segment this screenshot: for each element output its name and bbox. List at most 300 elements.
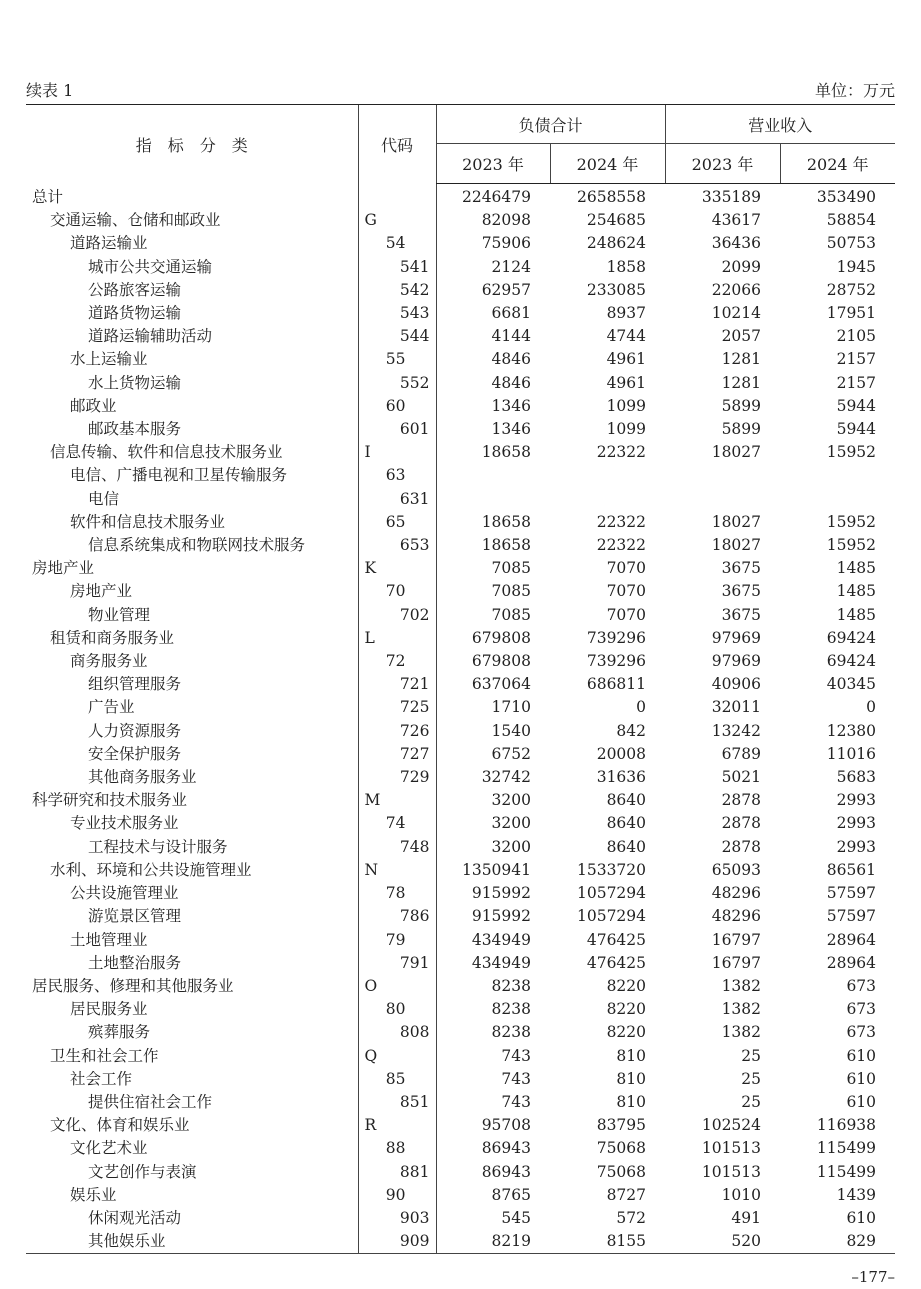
table-row — [26, 534, 895, 557]
row-label: 社会工作 — [70, 1069, 133, 1088]
revenue-2024: 0 — [866, 698, 877, 717]
revenue-2024: 2157 — [836, 373, 877, 392]
revenue-2024: 1945 — [836, 257, 877, 276]
liabilities-2023: 6752 — [491, 744, 531, 763]
row-label: 道路货物运输 — [88, 304, 182, 323]
row-code: I — [358, 441, 436, 464]
liabilities-2024: 4961 — [606, 350, 647, 369]
revenue-2024: 15952 — [826, 536, 877, 555]
revenue-2023: 40906 — [711, 675, 762, 694]
row-code: 909 — [358, 1230, 436, 1254]
revenue-2023: 102524 — [701, 1116, 762, 1135]
revenue-2023: 48296 — [711, 884, 762, 903]
row-code: R — [358, 1114, 436, 1137]
revenue-2024: 15952 — [826, 443, 877, 462]
table-row — [26, 743, 895, 766]
row-label: 道路运输业 — [70, 234, 148, 253]
page-number: –177– — [851, 1268, 895, 1286]
liabilities-2023: 3200 — [491, 791, 531, 810]
row-label: 电信、广播电视和卫星传输服务 — [70, 466, 288, 485]
table-row — [26, 1114, 895, 1137]
liabilities-2023: 7085 — [491, 605, 531, 624]
liabilities-2024: 7070 — [606, 605, 647, 624]
revenue-2024: 5944 — [836, 396, 877, 415]
revenue-2023: 1382 — [721, 1000, 762, 1019]
revenue-2023: 2057 — [721, 327, 762, 346]
row-code: 78 — [358, 882, 436, 905]
row-label: 总计 — [32, 187, 64, 206]
table-row — [26, 720, 895, 743]
revenue-2024: 829 — [780, 1230, 895, 1254]
table-row — [26, 789, 895, 812]
revenue-2023: 3675 — [721, 582, 762, 601]
row-code: 79 — [358, 929, 436, 952]
liabilities-2023: 2124 — [491, 257, 531, 276]
revenue-2023 — [665, 464, 780, 487]
revenue-2024: 610 — [846, 1069, 877, 1088]
table-row — [26, 395, 895, 418]
row-label: 房地产业 — [32, 559, 95, 578]
header-code: 代码 — [358, 105, 436, 184]
row-label: 广告业 — [88, 698, 135, 717]
revenue-2024: 673 — [846, 976, 877, 995]
revenue-2023: 65093 — [711, 860, 762, 879]
revenue-2023: 16797 — [711, 953, 762, 972]
liabilities-2023: 2246479 — [461, 188, 531, 206]
row-code: 726 — [358, 720, 436, 743]
liabilities-2023: 434949 — [471, 930, 531, 949]
table-row — [26, 1230, 895, 1254]
row-code: 541 — [358, 256, 436, 279]
revenue-2023: 18027 — [711, 536, 762, 555]
revenue-2023: 97969 — [711, 628, 762, 647]
liabilities-2023: 679808 — [471, 652, 531, 671]
liabilities-2024: 1099 — [606, 396, 647, 415]
liabilities-2023: 3200 — [491, 814, 531, 833]
liabilities-2023: 6681 — [491, 304, 531, 323]
liabilities-2023: 743 — [501, 1046, 531, 1065]
liabilities-2024: 8220 — [606, 1000, 647, 1019]
table-row — [26, 812, 895, 835]
row-label: 信息系统集成和物联网技术服务 — [88, 536, 306, 555]
table-row — [26, 975, 895, 998]
revenue-2024: 40345 — [826, 675, 877, 694]
revenue-2024 — [780, 464, 895, 487]
row-code: 543 — [358, 302, 436, 325]
row-code: 653 — [358, 534, 436, 557]
liabilities-2024: 810 — [616, 1069, 647, 1088]
revenue-2024: 50753 — [826, 234, 877, 253]
row-label: 休闲观光活动 — [88, 1208, 182, 1227]
table-row — [26, 511, 895, 534]
row-code: L — [358, 627, 436, 650]
revenue-2023: 5899 — [721, 420, 762, 439]
revenue-2023 — [665, 488, 780, 511]
table-continuation-caption: 续表 1 — [26, 81, 74, 100]
revenue-2024: 115499 — [816, 1139, 877, 1158]
row-code: 786 — [358, 905, 436, 928]
table-row — [26, 882, 895, 905]
liabilities-2023: 743 — [501, 1069, 531, 1088]
row-code: 54 — [358, 232, 436, 255]
liabilities-2024: 8727 — [606, 1185, 647, 1204]
table-row — [26, 1091, 895, 1114]
liabilities-2024: 75068 — [596, 1139, 647, 1158]
revenue-2023: 2099 — [721, 257, 762, 276]
liabilities-2023 — [436, 488, 550, 511]
liabilities-2023: 434949 — [471, 953, 531, 972]
row-label: 租赁和商务服务业 — [50, 628, 175, 647]
liabilities-2024: 7070 — [606, 582, 647, 601]
liabilities-2023: 915992 — [471, 884, 531, 903]
table-row — [26, 627, 895, 650]
liabilities-2023: 1346 — [491, 396, 531, 415]
row-code: 70 — [358, 580, 436, 603]
row-label: 道路运输辅助活动 — [88, 327, 213, 346]
row-code: 80 — [358, 998, 436, 1021]
row-label: 卫生和社会工作 — [50, 1046, 159, 1065]
revenue-2023: 16797 — [711, 930, 762, 949]
row-code: 721 — [358, 673, 436, 696]
revenue-2023: 18027 — [711, 512, 762, 531]
liabilities-2023: 743 — [501, 1092, 531, 1111]
table-row — [26, 766, 895, 789]
liabilities-2024: 8640 — [606, 814, 647, 833]
revenue-2024: 673 — [846, 1000, 877, 1019]
liabilities-2023: 75906 — [481, 234, 531, 253]
header-liabilities-2023: 2023 年 — [436, 144, 550, 184]
table-row — [26, 418, 895, 441]
liabilities-2024: 233085 — [586, 280, 647, 299]
liabilities-2023: 1540 — [491, 721, 531, 740]
table-row — [26, 673, 895, 696]
revenue-2023: 1281 — [721, 373, 762, 392]
liabilities-2024: 739296 — [586, 652, 647, 671]
liabilities-2024: 83795 — [596, 1116, 647, 1135]
row-code: N — [358, 859, 436, 882]
liabilities-2024: 2658558 — [576, 188, 647, 206]
liabilities-2024 — [550, 488, 665, 511]
revenue-2024: 1485 — [836, 605, 877, 624]
liabilities-2024: 476425 — [586, 953, 647, 972]
revenue-2024: 28964 — [826, 953, 877, 972]
revenue-2023: 2878 — [721, 837, 762, 856]
revenue-2024: 57597 — [826, 907, 877, 926]
revenue-2024: 1485 — [836, 582, 877, 601]
row-code: 729 — [358, 766, 436, 789]
row-label: 公路旅客运输 — [88, 280, 182, 299]
table-row — [26, 557, 895, 580]
row-label: 邮政业 — [70, 396, 117, 415]
revenue-2024: 115499 — [816, 1162, 877, 1181]
row-label: 电信 — [88, 489, 120, 508]
liabilities-2023: 86943 — [481, 1162, 531, 1181]
row-label: 提供住宿社会工作 — [88, 1092, 213, 1111]
revenue-2023: 1382 — [721, 1023, 762, 1042]
table-row — [26, 1184, 895, 1207]
revenue-2024: 86561 — [826, 860, 877, 879]
liabilities-2023: 4846 — [491, 373, 531, 392]
row-label: 水利、环境和公共设施管理业 — [50, 860, 252, 879]
table-row — [26, 488, 895, 511]
liabilities-2024: 8220 — [606, 1023, 647, 1042]
row-code: 65 — [358, 511, 436, 534]
liabilities-2024: 22322 — [596, 536, 647, 555]
revenue-2023: 48296 — [711, 907, 762, 926]
table-row — [26, 348, 895, 371]
row-code: 60 — [358, 395, 436, 418]
row-code: 544 — [358, 325, 436, 348]
liabilities-2024: 842 — [616, 721, 647, 740]
revenue-2023: 25 — [741, 1046, 762, 1065]
row-code: 881 — [358, 1161, 436, 1184]
revenue-2023: 36436 — [711, 234, 762, 253]
liabilities-2024: 739296 — [586, 628, 647, 647]
row-code: 702 — [358, 604, 436, 627]
revenue-2024: 1485 — [836, 559, 877, 578]
liabilities-2023: 18658 — [481, 443, 531, 462]
revenue-2023: 101513 — [701, 1139, 762, 1158]
revenue-2024: 610 — [846, 1046, 877, 1065]
row-label: 安全保护服务 — [88, 744, 182, 763]
revenue-2024: 1439 — [836, 1185, 877, 1204]
revenue-2024: 610 — [846, 1092, 877, 1111]
revenue-2023: 32011 — [711, 698, 762, 717]
table-row — [26, 232, 895, 255]
table-row — [26, 580, 895, 603]
table-row — [26, 998, 895, 1021]
liabilities-2023 — [436, 464, 550, 487]
header-revenue-2024: 2024 年 — [780, 144, 895, 184]
table-row — [26, 256, 895, 279]
table-row — [26, 372, 895, 395]
liabilities-2024: 20008 — [596, 744, 647, 763]
revenue-2024: 353490 — [816, 188, 877, 206]
liabilities-2024: 572 — [616, 1208, 647, 1227]
row-code: 601 — [358, 418, 436, 441]
liabilities-2023: 915992 — [471, 907, 531, 926]
liabilities-2024: 1533720 — [576, 860, 647, 879]
liabilities-2023: 4846 — [491, 350, 531, 369]
table-row — [26, 859, 895, 882]
revenue-2023: 101513 — [701, 1162, 762, 1181]
revenue-2024: 28964 — [826, 930, 877, 949]
row-code: 791 — [358, 952, 436, 975]
liabilities-2023: 32742 — [481, 768, 531, 787]
revenue-2024: 2993 — [836, 814, 877, 833]
revenue-2024: 2993 — [836, 791, 877, 810]
row-label: 文化、体育和娱乐业 — [50, 1116, 190, 1135]
header-revenue-2023: 2023 年 — [665, 144, 780, 184]
revenue-2023: 2878 — [721, 814, 762, 833]
liabilities-2023: 8238 — [491, 1000, 531, 1019]
revenue-2024: 57597 — [826, 884, 877, 903]
row-label: 土地整治服务 — [88, 953, 182, 972]
revenue-2024: 69424 — [826, 628, 877, 647]
liabilities-2024: 1858 — [606, 257, 647, 276]
row-label: 其他娱乐业 — [26, 1230, 358, 1254]
row-code: 85 — [358, 1068, 436, 1091]
row-code: K — [358, 557, 436, 580]
table-row — [26, 1137, 895, 1160]
row-label: 人力资源服务 — [88, 721, 182, 740]
row-code: Q — [358, 1045, 436, 1068]
header-liabilities: 负债合计 — [436, 105, 665, 144]
row-code: O — [358, 975, 436, 998]
row-label: 组织管理服务 — [88, 675, 182, 694]
revenue-2023: 1010 — [721, 1185, 762, 1204]
table-body — [26, 184, 895, 1254]
revenue-2024 — [780, 488, 895, 511]
liabilities-2024: 810 — [616, 1046, 647, 1065]
row-label: 娱乐业 — [70, 1185, 117, 1204]
revenue-2024: 15952 — [826, 512, 877, 531]
revenue-2024: 5683 — [836, 768, 877, 787]
row-label: 居民服务、修理和其他服务业 — [32, 976, 234, 995]
liabilities-2024: 1099 — [606, 420, 647, 439]
liabilities-2024: 8937 — [606, 304, 647, 323]
row-code: 55 — [358, 348, 436, 371]
row-label: 城市公共交通运输 — [88, 257, 213, 276]
revenue-2024: 12380 — [826, 721, 877, 740]
liabilities-2023: 679808 — [471, 628, 531, 647]
header-indicator: 指 标 分 类 — [26, 105, 358, 184]
revenue-2024: 116938 — [816, 1116, 877, 1135]
table-row — [26, 696, 895, 719]
revenue-2023: 5021 — [721, 768, 762, 787]
liabilities-2024: 8640 — [606, 791, 647, 810]
row-label: 公共设施管理业 — [70, 884, 179, 903]
liabilities-2023: 18658 — [481, 512, 531, 531]
row-label: 居民服务业 — [70, 1000, 148, 1019]
revenue-2023: 3675 — [721, 559, 762, 578]
revenue-2023: 43617 — [711, 211, 762, 230]
table-row — [26, 209, 895, 232]
table-row — [26, 302, 895, 325]
revenue-2024: 2105 — [836, 327, 877, 346]
liabilities-2023: 3200 — [491, 837, 531, 856]
liabilities-2023: 82098 — [481, 211, 531, 230]
row-label: 物业管理 — [88, 605, 151, 624]
liabilities-2023: 7085 — [491, 559, 531, 578]
liabilities-2024: 476425 — [586, 930, 647, 949]
row-label: 土地管理业 — [70, 930, 148, 949]
revenue-2023: 22066 — [711, 280, 762, 299]
revenue-2024: 69424 — [826, 652, 877, 671]
revenue-2023: 491 — [731, 1208, 762, 1227]
liabilities-2024: 1057294 — [576, 907, 647, 926]
row-label: 水上货物运输 — [88, 373, 182, 392]
liabilities-2024: 22322 — [596, 512, 647, 531]
revenue-2024: 2993 — [836, 837, 877, 856]
revenue-2023: 1382 — [721, 976, 762, 995]
liabilities-2024: 8220 — [606, 976, 647, 995]
table-row — [26, 1021, 895, 1044]
table-row — [26, 836, 895, 859]
header-liabilities-2024: 2024 年 — [550, 144, 665, 184]
table-row — [26, 464, 895, 487]
liabilities-2024 — [550, 464, 665, 487]
table-row — [26, 929, 895, 952]
data-table — [26, 104, 895, 1254]
row-code: 88 — [358, 1137, 436, 1160]
row-label: 文化艺术业 — [70, 1139, 148, 1158]
row-code: 74 — [358, 812, 436, 835]
revenue-2023: 5899 — [721, 396, 762, 415]
row-code: 727 — [358, 743, 436, 766]
revenue-2024: 28752 — [826, 280, 877, 299]
row-code: 552 — [358, 372, 436, 395]
row-code: M — [358, 789, 436, 812]
liabilities-2023: 637064 — [471, 675, 531, 694]
liabilities-2023: 4144 — [491, 327, 531, 346]
liabilities-2023: 95708 — [481, 1116, 531, 1135]
revenue-2023: 25 — [741, 1092, 762, 1111]
liabilities-2024: 4744 — [606, 327, 647, 346]
table-row — [26, 1207, 895, 1230]
row-code: 903 — [358, 1207, 436, 1230]
revenue-2024: 5944 — [836, 420, 877, 439]
revenue-2023: 2878 — [721, 791, 762, 810]
liabilities-2024: 1057294 — [576, 884, 647, 903]
liabilities-2023: 1346 — [491, 420, 531, 439]
row-label: 水上运输业 — [70, 350, 148, 369]
row-label: 交通运输、仓储和邮政业 — [50, 211, 221, 230]
liabilities-2024: 4961 — [606, 373, 647, 392]
row-label: 科学研究和技术服务业 — [32, 791, 188, 810]
row-code: 542 — [358, 279, 436, 302]
table-row — [26, 905, 895, 928]
liabilities-2023: 1350941 — [461, 860, 531, 879]
liabilities-2023: 86943 — [481, 1139, 531, 1158]
table-row — [26, 1161, 895, 1184]
row-label: 游览景区管理 — [88, 907, 182, 926]
row-code: 748 — [358, 836, 436, 859]
revenue-2023: 97969 — [711, 652, 762, 671]
liabilities-2023: 8219 — [436, 1230, 550, 1254]
revenue-2024: 610 — [846, 1208, 877, 1227]
table-row — [26, 650, 895, 673]
liabilities-2023: 545 — [501, 1208, 531, 1227]
row-label: 其他商务服务业 — [88, 768, 197, 787]
revenue-2024: 673 — [846, 1023, 877, 1042]
liabilities-2023: 8238 — [491, 1023, 531, 1042]
liabilities-2023: 1710 — [491, 698, 531, 717]
liabilities-2023: 62957 — [481, 280, 531, 299]
revenue-2023: 335189 — [701, 188, 762, 206]
table-row — [26, 325, 895, 348]
unit-label: 单位：万元 — [814, 81, 895, 100]
liabilities-2023: 8238 — [491, 976, 531, 995]
liabilities-2024: 8640 — [606, 837, 647, 856]
liabilities-2024: 810 — [616, 1092, 647, 1111]
revenue-2023: 13242 — [711, 721, 762, 740]
row-label: 邮政基本服务 — [88, 420, 182, 439]
row-label: 工程技术与设计服务 — [88, 837, 228, 856]
table-row — [26, 184, 895, 210]
liabilities-2024: 31636 — [596, 768, 647, 787]
liabilities-2024: 254685 — [586, 211, 647, 230]
liabilities-2024: 248624 — [586, 234, 647, 253]
liabilities-2024: 22322 — [596, 443, 647, 462]
header-revenue: 营业收入 — [665, 105, 895, 144]
liabilities-2024: 75068 — [596, 1162, 647, 1181]
row-code: 808 — [358, 1021, 436, 1044]
revenue-2023: 520 — [665, 1230, 780, 1254]
row-code: 851 — [358, 1091, 436, 1114]
row-code: 90 — [358, 1184, 436, 1207]
revenue-2024: 11016 — [826, 744, 877, 763]
